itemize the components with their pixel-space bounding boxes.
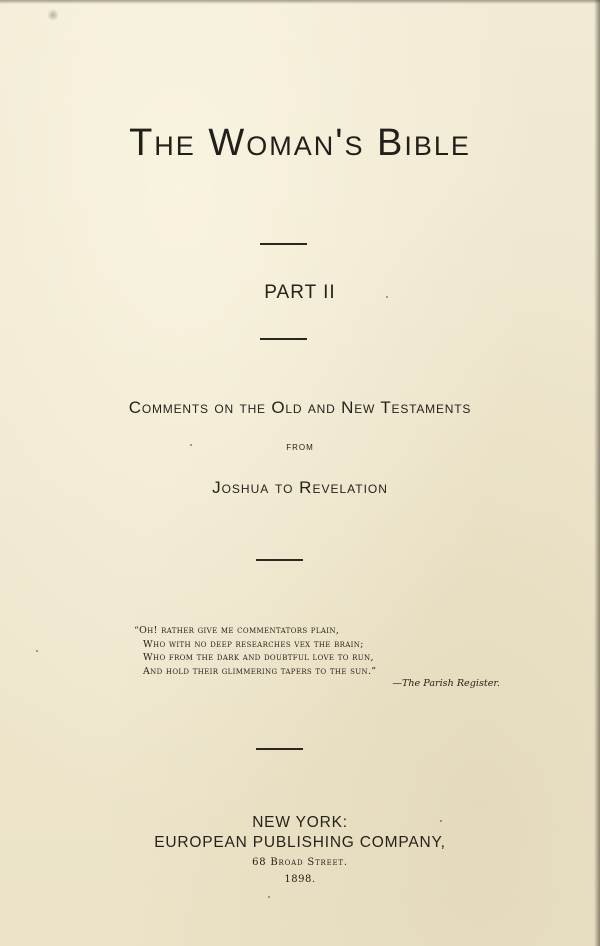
divider-rule (260, 338, 307, 340)
paper-speck (36, 650, 38, 652)
epigraph-line: And hold their glimmering tapers to the sun.” (143, 665, 377, 677)
paper-speck (268, 896, 270, 898)
epigraph (134, 624, 506, 691)
comments-heading: Comments on the Old and New Testaments (128, 398, 472, 417)
epigraph-line: Who from the dark and doubtful love to run, (143, 652, 374, 663)
range-heading: Joshua to Revelation (212, 478, 388, 497)
stain-mark (48, 8, 58, 22)
paper-speck (190, 444, 192, 446)
paper-speck (386, 296, 388, 298)
divider-rule (256, 559, 303, 561)
part-heading: PART II (264, 282, 336, 303)
imprint-publisher: EUROPEAN PUBLISHING COMPANY, (154, 834, 446, 851)
paper-speck (440, 820, 442, 822)
epigraph-line: “Oh! rather give me commentators plain, (134, 625, 340, 636)
page-top-edge (0, 0, 600, 4)
imprint-street: 68 Broad Street. (252, 857, 348, 868)
imprint-year: 1898. (284, 874, 316, 885)
divider-rule (256, 748, 303, 750)
epigraph-line: Who with no deep researches vex the brain; (143, 638, 364, 650)
book-title: The Woman's Bible (129, 122, 471, 164)
imprint-city: NEW YORK: (252, 814, 348, 831)
from-word: from (286, 441, 314, 453)
divider-rule (260, 243, 307, 245)
epigraph-attribution: —The Parish Register. (392, 678, 500, 689)
